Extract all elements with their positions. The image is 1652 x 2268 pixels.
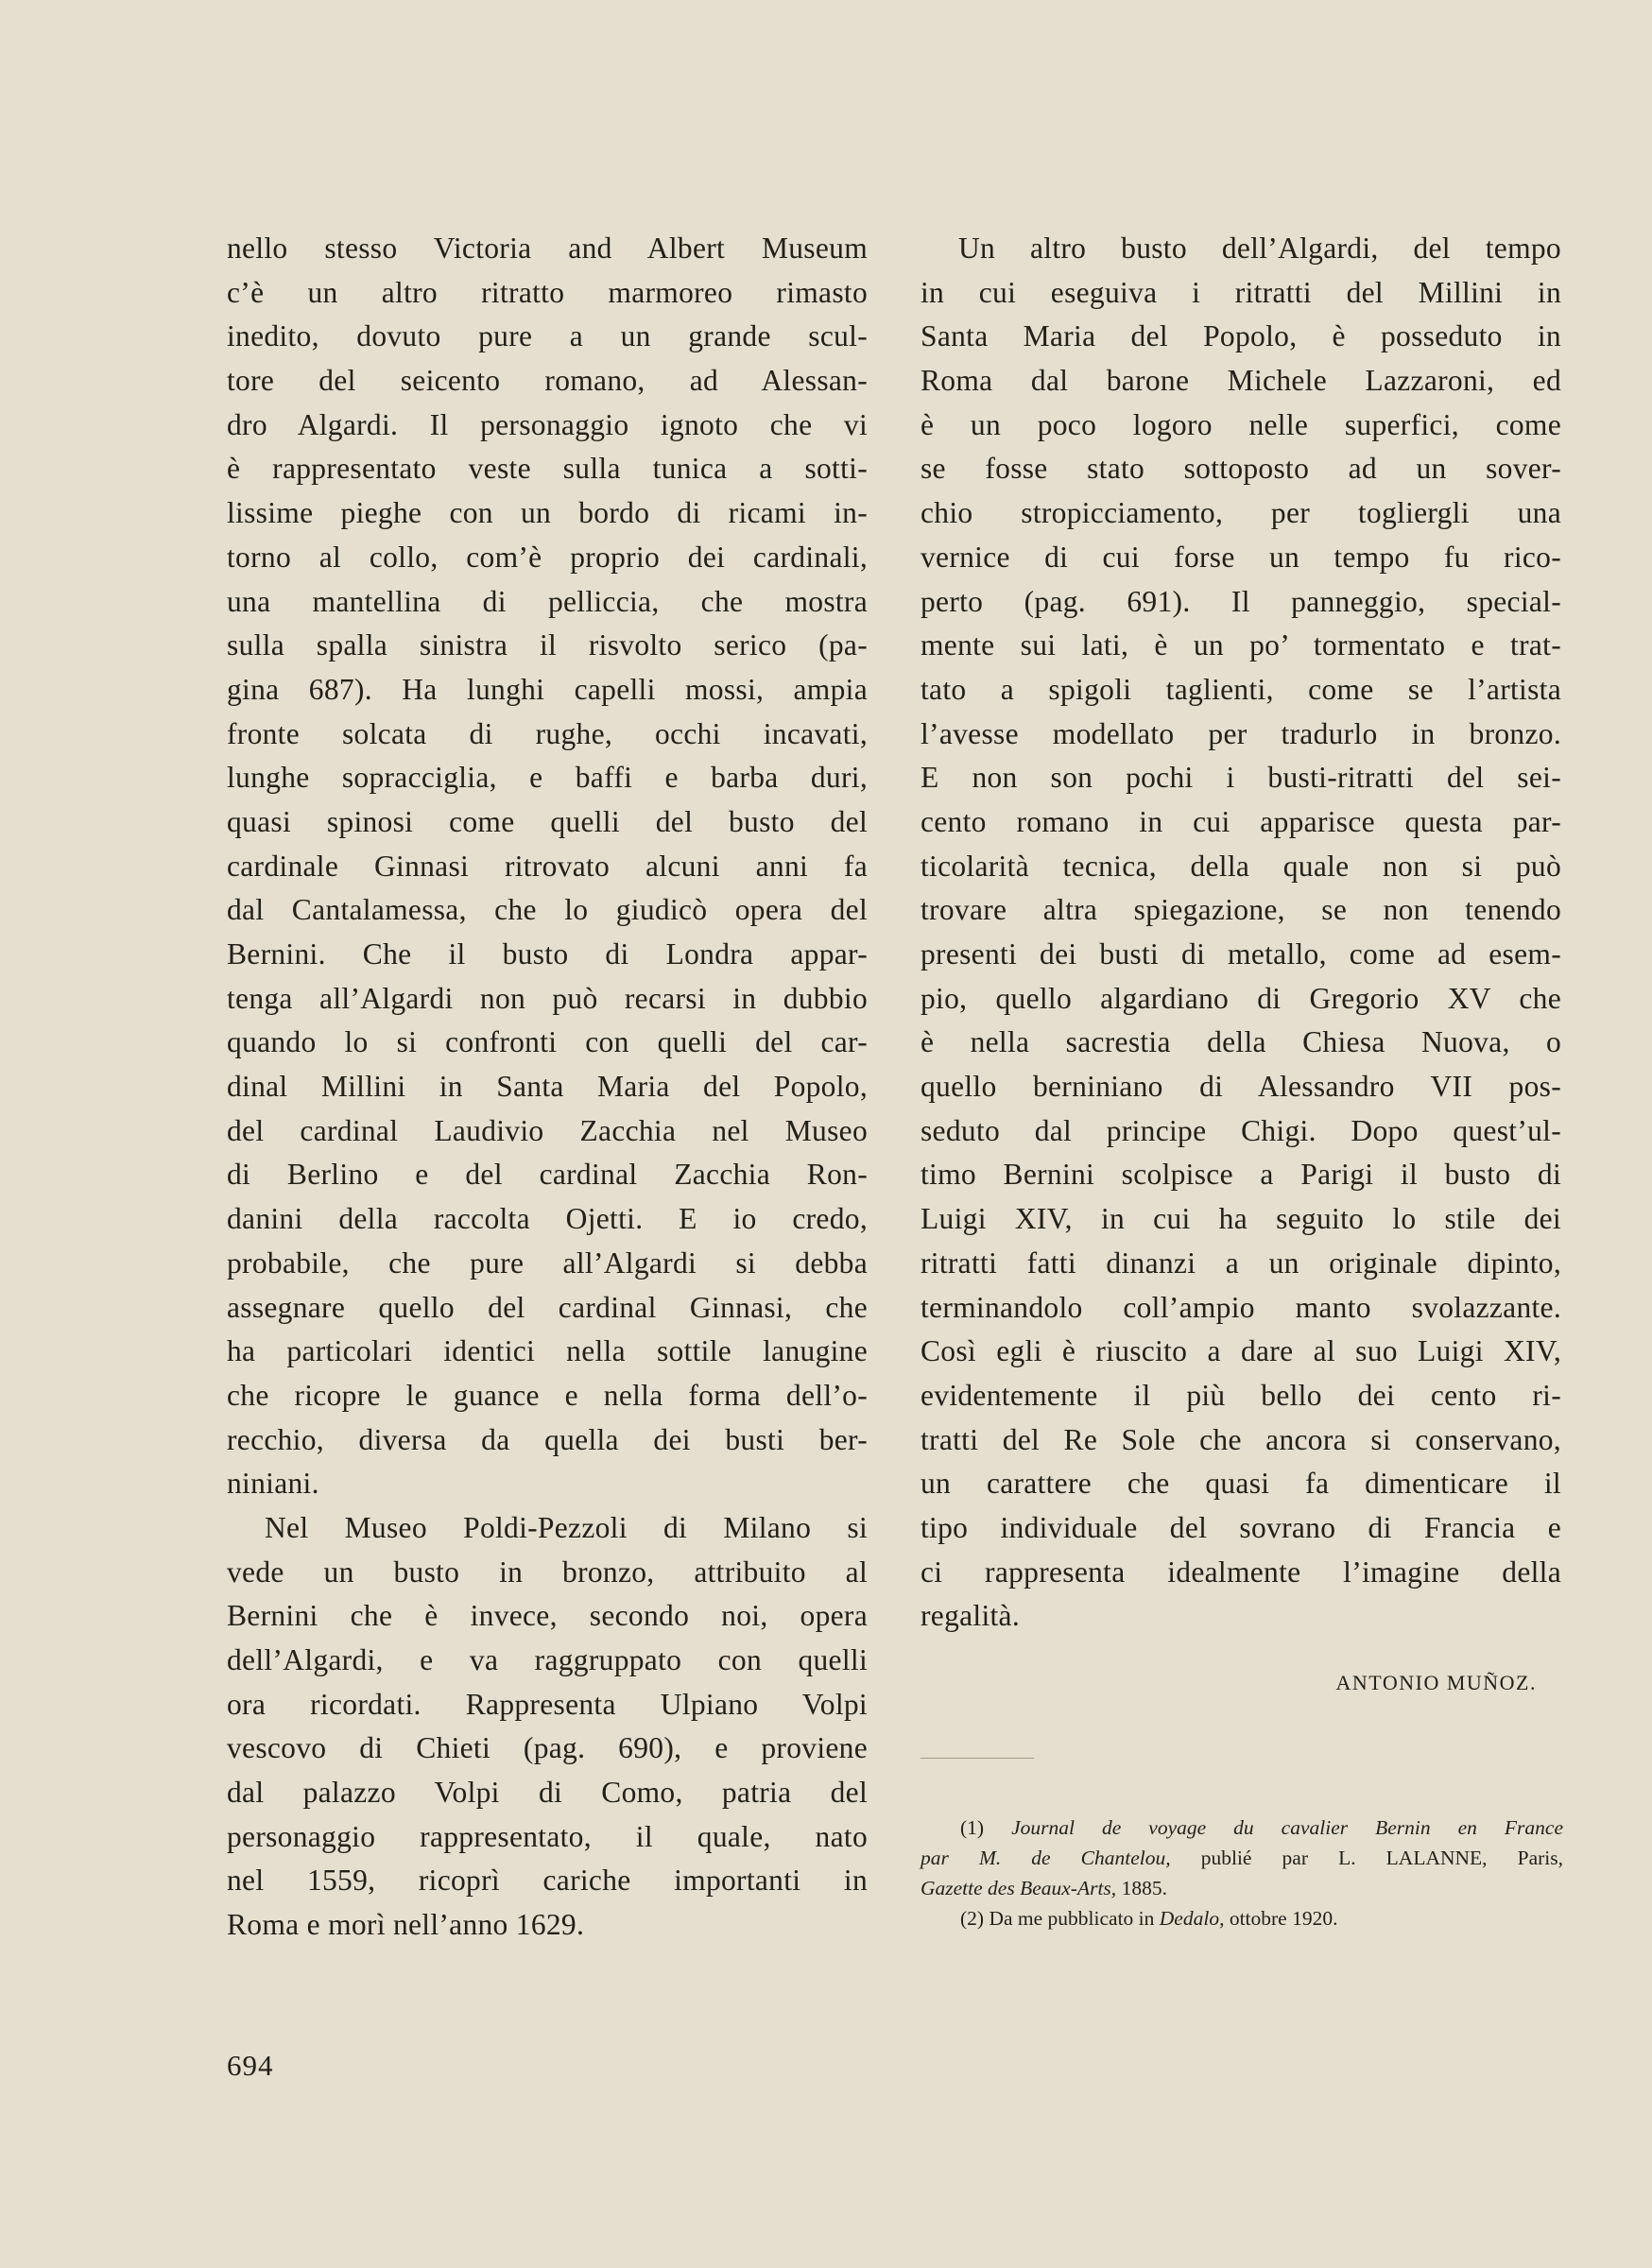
text-line: niniani. <box>227 1467 319 1501</box>
text-line: dinal Millini in Santa Maria del Popolo, <box>227 1070 868 1104</box>
text-line: chio stropicciamento, per togliergli una <box>921 496 1561 530</box>
text-line: fronte solcata di rughe, occhi incavati, <box>227 716 868 750</box>
text-line: perto (pag. 691). Il panneggio, special- <box>921 584 1561 618</box>
text-line: presenti dei busti di metallo, come ad esem- <box>921 937 1561 971</box>
footnote-1-publisher: publié par L. LALANNE, Paris, <box>1200 1847 1563 1869</box>
text-line: terminandolo coll’ampio manto svolazzante. <box>921 1290 1561 1324</box>
text-line: ritratti fatti dinanzi a un originale dipinto, <box>921 1246 1561 1280</box>
text-line: tratti del Re Sole che ancora si conservano, <box>921 1422 1561 1456</box>
text-line: una mantellina di pelliccia, che mostra <box>227 584 868 618</box>
footnote-2-marker: (2) <box>960 1907 985 1930</box>
footnote-1-year: 1885. <box>1121 1877 1167 1899</box>
text-line: vescovo di Chieti (pag. 690), e proviene <box>227 1731 868 1765</box>
footnote-1-line-1 <box>921 1813 1563 1843</box>
footnote-2-journal: Dedalo, <box>1159 1907 1225 1930</box>
page-number: 694 <box>227 2049 274 2082</box>
text-line: Roma dal barone Michele Lazzaroni, ed <box>921 364 1561 398</box>
footnote-2-text: Da me pubblicato in <box>989 1907 1155 1930</box>
text-line: dro Algardi. Il personaggio ignoto che vi <box>227 407 868 441</box>
text-line: torno al collo, com’è proprio dei cardinali, <box>227 540 868 574</box>
text-line: nel 1559, ricoprì cariche importanti in <box>227 1864 868 1898</box>
text-line: tato a spigoli taglienti, come se l’artista <box>921 672 1561 706</box>
text-line: assegnare quello del cardinal Ginnasi, che <box>227 1290 868 1324</box>
text-line: recchio, diversa da quella dei busti ber- <box>227 1422 868 1456</box>
text-line: del cardinal Laudivio Zacchia nel Museo <box>227 1113 868 1147</box>
text-line: gina 687). Ha lunghi capelli mossi, ampia <box>227 672 868 706</box>
right-text-column <box>921 227 1561 1639</box>
text-line: lissime pieghe con un bordo di ricami in- <box>227 496 868 530</box>
text-line: E non son pochi i busti-ritratti del sei- <box>921 761 1561 795</box>
text-line: Bernini che è invece, secondo noi, opera <box>227 1599 868 1633</box>
left-text-column <box>227 227 868 1948</box>
text-line: regalità. <box>921 1599 1021 1633</box>
text-line: l’avesse modellato per tradurlo in bronzo. <box>921 716 1561 750</box>
author-signature: ANTONIO MUÑOZ. <box>1335 1671 1537 1694</box>
footnote-2-line-1 <box>921 1903 1563 1933</box>
text-line: cardinale Ginnasi ritrovato alcuni anni fa <box>227 849 868 883</box>
text-line: inedito, dovuto pure a un grande scul- <box>227 319 868 353</box>
text-line: ha particolari identici nella sottile lanugine <box>227 1334 868 1368</box>
text-line: vede un busto in bronzo, attribuito al <box>227 1555 868 1589</box>
text-line: è un poco logoro nelle superfici, come <box>921 407 1561 441</box>
paragraph-start-line: Un altro busto dell’Algardi, del tempo <box>958 232 1561 265</box>
text-line: ora ricordati. Rappresenta Ulpiano Volpi <box>227 1687 868 1721</box>
text-line: che ricopre le guance e nella forma dell’o- <box>227 1378 868 1412</box>
text-line: sulla spalla sinistra il risvolto serico (pa- <box>227 628 868 662</box>
footnote-1-journal: Gazette des Beaux-Arts, <box>921 1877 1117 1899</box>
text-line: nello stesso Victoria and Albert Museum <box>227 232 868 265</box>
text-line: danini della raccolta Ojetti. E io credo, <box>227 1202 868 1236</box>
text-line: seduto dal principe Chigi. Dopo quest’ul- <box>921 1113 1561 1147</box>
text-line: pio, quello algardiano di Gregorio XV che <box>921 981 1561 1015</box>
text-line: tipo individuale del sovrano di Francia e <box>921 1510 1561 1544</box>
footnote-1-author: par M. de Chantelou, <box>921 1847 1171 1869</box>
text-line: se fosse stato sottoposto ad un sover- <box>921 452 1561 486</box>
text-line: Così egli è riuscito a dare al suo Luigi XIV, <box>921 1334 1561 1368</box>
text-line: tenga all’Algardi non può recarsi in dubbio <box>227 981 868 1015</box>
text-line: trovare altra spiegazione, se non tenendo <box>921 893 1561 927</box>
text-line: dell’Algardi, e va raggruppato con quelli <box>227 1643 868 1676</box>
text-line: quello berniniano di Alessandro VII pos- <box>921 1070 1561 1104</box>
text-line: Luigi XIV, in cui ha seguito lo stile dei <box>921 1202 1561 1236</box>
text-line: quasi spinosi come quelli del busto del <box>227 804 868 838</box>
text-line: mente sui lati, è un po’ tormentato e trat- <box>921 628 1561 662</box>
text-line: è nella sacrestia della Chiesa Nuova, o <box>921 1025 1561 1059</box>
text-line: cento romano in cui apparisce questa par- <box>921 804 1561 838</box>
text-line: tore del seicento romano, ad Alessan- <box>227 364 868 398</box>
text-line: dal Cantalamessa, che lo giudicò opera del <box>227 893 868 927</box>
footnote-1-title: Journal de voyage du cavalier Bernin en France <box>1011 1816 1564 1839</box>
footnote-1-marker: (1) <box>960 1816 985 1839</box>
text-line: ticolarità tecnica, della quale non si può <box>921 849 1561 883</box>
text-line: personaggio rappresentato, il quale, nato <box>227 1819 868 1853</box>
text-line: evidentemente il più bello dei cento ri- <box>921 1378 1561 1412</box>
footnotes <box>921 1813 1563 1933</box>
text-line: Roma e morì nell’anno 1629. <box>227 1908 585 1942</box>
text-line: lunghe sopracciglia, e baffi e barba duri, <box>227 761 868 795</box>
text-line: un carattere che quasi fa dimenticare il <box>921 1467 1561 1501</box>
footnote-divider <box>921 1758 1034 1759</box>
text-line: ci rappresenta idealmente l’imagine della <box>921 1555 1561 1589</box>
text-line: probabile, che pure all’Algardi si debba <box>227 1246 868 1280</box>
footnote-1-line-2 <box>921 1843 1563 1873</box>
footnote-1-line-3 <box>921 1873 1563 1903</box>
text-line: è rappresentato veste sulla tunica a sotti- <box>227 452 868 486</box>
text-line: dal palazzo Volpi di Como, patria del <box>227 1776 868 1810</box>
text-line: timo Bernini scolpisce a Parigi il busto di <box>921 1158 1561 1192</box>
text-line: vernice di cui forse un tempo fu rico- <box>921 540 1561 574</box>
footnote-2-date: ottobre 1920. <box>1229 1907 1338 1930</box>
text-line: Santa Maria del Popolo, è posseduto in <box>921 319 1561 353</box>
text-line: di Berlino e del cardinal Zacchia Ron- <box>227 1158 868 1192</box>
text-line: in cui eseguiva i ritratti del Millini in <box>921 275 1561 309</box>
paragraph-start-line: Nel Museo Poldi-Pezzoli di Milano si <box>265 1510 868 1544</box>
text-line: Bernini. Che il busto di Londra appar- <box>227 937 868 971</box>
text-line: quando lo si confronti con quelli del car- <box>227 1025 868 1059</box>
text-line: c’è un altro ritratto marmoreo rimasto <box>227 275 868 309</box>
